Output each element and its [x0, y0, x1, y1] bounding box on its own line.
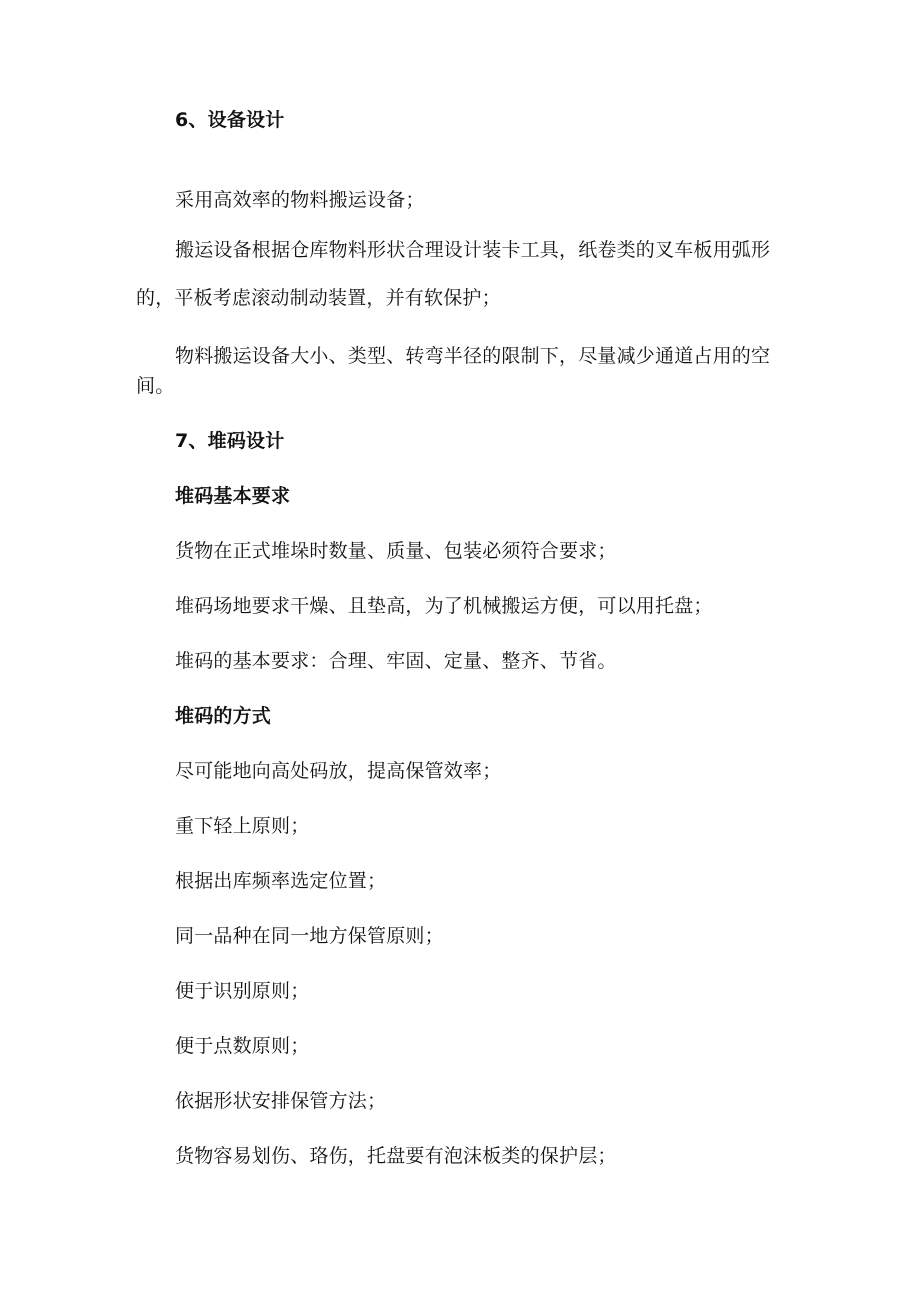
section-7-heading: 7、堆码设计: [175, 430, 285, 452]
section-6-heading: 6、设备设计: [175, 109, 285, 131]
list-item: 货物容易划伤、珞伤，托盘要有泡沫板类的保护层；: [175, 1145, 617, 1167]
paragraph: 采用高效率的物料搬运设备；: [175, 189, 425, 211]
list-item: 重下轻上原则；: [175, 815, 310, 837]
list-item: 根据出库频率选定位置；: [175, 870, 387, 892]
paragraph-continuation: 间。: [136, 375, 175, 397]
list-item: 便于点数原则；: [175, 1035, 310, 1057]
list-item: 依据形状安排保管方法；: [175, 1090, 387, 1112]
paragraph: 物料搬运设备大小、类型、转弯半径的限制下，尽量减少通道占用的空: [175, 345, 771, 367]
list-item: 堆码场地要求干燥、且垫高，为了机械搬运方便，可以用托盘；: [175, 595, 713, 617]
paragraph: 搬运设备根据仓库物料形状合理设计装卡工具，纸卷类的叉车板用弧形: [175, 239, 771, 261]
list-item: 便于识别原则；: [175, 980, 310, 1002]
list-item: 堆码的基本要求：合理、牢固、定量、整齐、节省。: [175, 650, 617, 672]
paragraph-continuation: 的，平板考虑滚动制动装置，并有软保护；: [136, 287, 501, 309]
list-item: 货物在正式堆垛时数量、质量、包装必须符合要求；: [175, 540, 617, 562]
list-item: 同一品种在同一地方保管原则；: [175, 925, 444, 947]
list-item: 尽可能地向高处码放，提高保管效率；: [175, 760, 502, 782]
basic-requirements-subheading: 堆码基本要求: [175, 485, 291, 507]
stacking-methods-subheading: 堆码的方式: [175, 705, 272, 727]
